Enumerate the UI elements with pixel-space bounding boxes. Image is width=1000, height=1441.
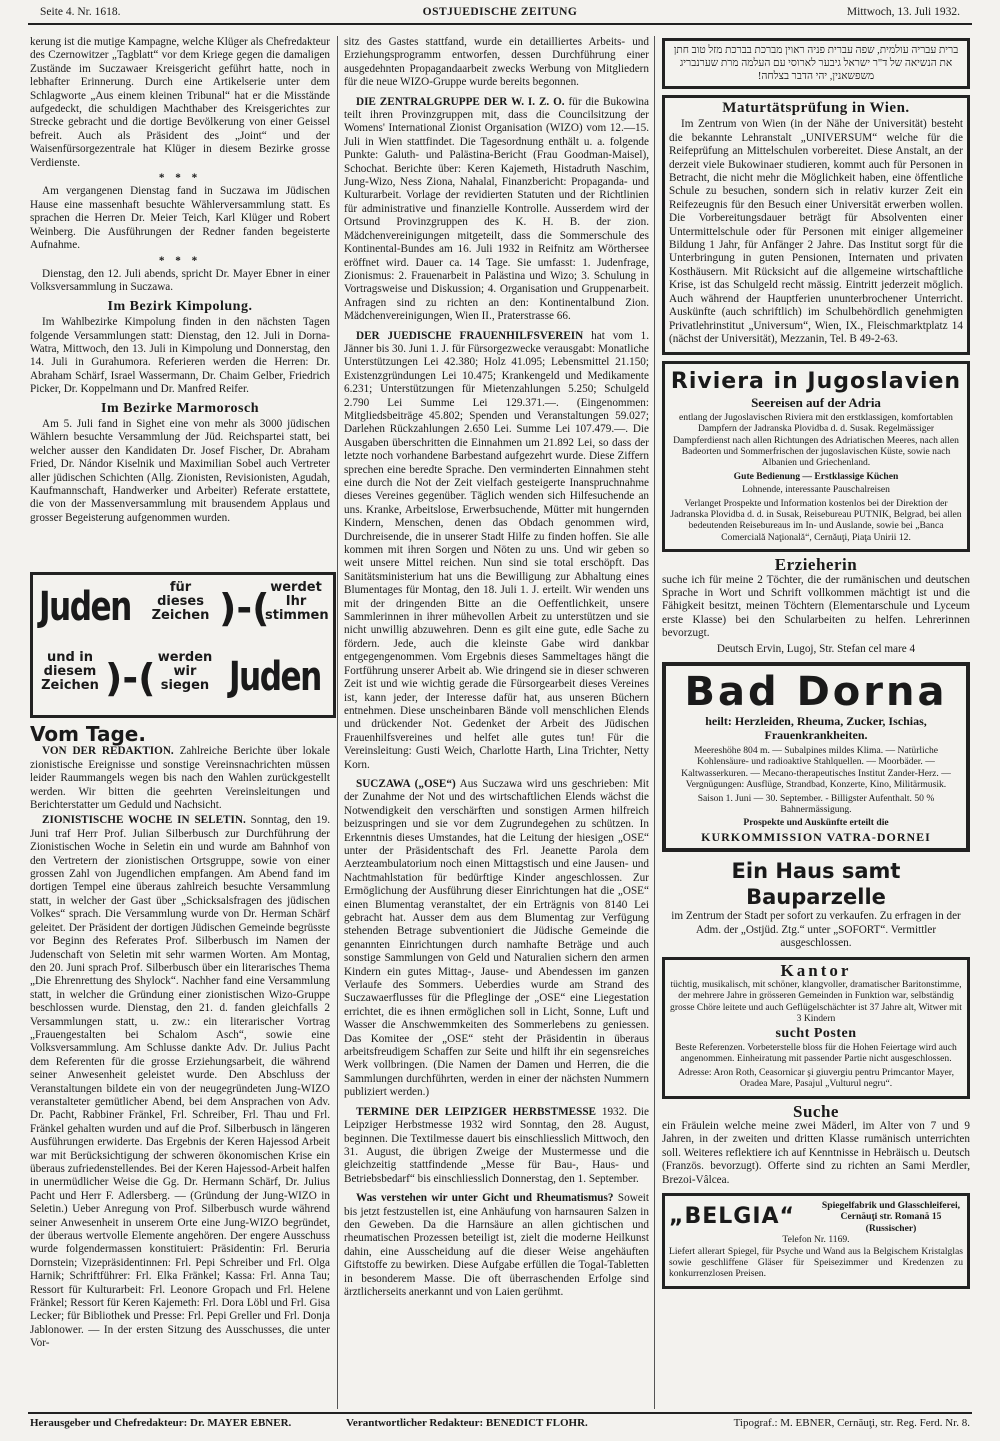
article-text: Sonntag, den 19. Juni traf Herr Prof. Julian Silberbusch zur Durchführung der Zionistischen Woche in Seletin ein und wurde am Bahnhof von den Vertretern der zionistischen Ortsgruppe, sowie von einer grossen Zahl von Jugendlichen empfangen. Am Abend fand im dortigen Tempel eine überaus zahlreich besuchte Versammlung statt, in welcher der Gast über „Schicksalsfragen des jüdischen Volkes“ sprach. Die Versammlung wurde von Dr. Herman Schärf geleitet. Der Präsident der dortigen Jüdischen Gemeinde begrüsste vor Beginn des Referates Prof. Silberbusch im Namen der Judenschaft von Seletin mit sehr warmen Worten. Am Montag, den 20. Juni sprach Prof. Silberbusch über ein literarisches Thema „Die Ehrenrettung des Shylock“. Nachher fand eine Versammlung statt, in welcher die Gründung einer zionistischen Wizo-Gruppe beschlossen wurde. Dienstag, den 21. d. fanden gleichfalls 2 Versammlungen statt, u. zw.: ein literarischer Vortrag „Frauengestalten bei Schalom Asch“, sowie eine Volksversammlung. Am Schlusse dankte Adv. Dr. Julius Pacht dem Referenten für die grosse Erziehungsarbeit, die während seiner Anwesenheit geleistet wurde. Den Abschluss der Veranstaltungen bildete ein von der neugegründeten Jung-WIZO veranstalteter gemütlicher Abend, bei dem Ansprachen von Adv. Dr. Pacht, Rabbiner Fränkel, Frl. Schreiber, Frl. Thau und Frl. Fränkel gehalten wurden und auf die Prof. Silberbusch in längeren Ausführungen erwiderte. Das Ergebnis der Keren Hajessod Arbeit war mit Berücksichtigung der schweren ökonomischen Krise ein überaus zufriedenstellendes. Bei der Keren Hajessod-Arbeit halfen in unermüdlicher Weise die Gg. Dr. Hermann Schärf, Dr. Julius Pacht und Herr F. Adlersberg. — (Gründung der Jung-WIZO in Seletin.) Ueber Anregung von Prof. Silberbusch wurde während seiner Anwesenheit in unserem Orte eine Jung-WIZO begründet, der überaus wertvolle Elemente angehören. Der engere Ausschuss wurde folgendermassen konstituiert: Präsidentin: Frl. Beruria Dornstein; Vizepräsidentinnen: Frl. Pepi Schreiber und Frl. Olga Harnik; Schriftführer: Frl. Elka Fränkel; Kassa: Frl. Anna Tau; Ressort für Kulturarbeit: Frl. Leonore Gropach und Frl. Helene Fränkel; Ressort für Keren Kajemeth: Frl. Dora Löbl und Frl. Gisa Lecker; für Bibliothek und Presse: Frl. Pepi Greller und Frl. Donja Jablonower. — In der ersten Sitzung des Ausschusses, die unter Vor- — [30, 814, 330, 1350]
ad-title: Maturtätsprüfung in Wien. — [722, 100, 910, 116]
election-ad-juden — [30, 572, 336, 718]
ad-text: Meereshöhe 804 m. — Subalpines mildes Klima. — Natürliche Kohlensäure- und radioaktive Stahlquellen. — Moorbäder. — Kaltwasserkuren. — Mecano-therapeutisches Institut Zander-Herz. — Vergnügungen: Ausflüge, Strandbad, Konzerte, Kino, Militärmusik. — [681, 745, 951, 791]
footer-editor: Verantwortlicher Redakteur: BENEDICT FLOHR. — [346, 1417, 588, 1429]
ad-address: Adresse: Aron Roth, Ceasornicar şi giuvergiu pentru Primcantor Mayer, Oradea Mare, Pasajul „Vulturul negru“. — [678, 1066, 954, 1090]
ad-title: Kantor — [780, 960, 852, 980]
article-text: hat vom 1. Jänner bis 30. Juni 1. J. für Fürsorgezwecke verausgabt: Monatliche Unterstützungen Lei 42.380; Holz 41.095; Lebensmittel 21.150; Existenzgründungen Lei 10.475; Krankengeld und Medikamente 6.231; Unterstützungen für Mietenzahlungen 5.250; Schulgeld 2.790 Lei Summe Lei 129.371.—. (Eingenommen: Mitgliedsbeiträge 45.802; Spenden und Veranstaltungen 59.027; Darlehen Rückzahlungen 2.650 Lei. Summe Lei 107.479.—. Die Ausgaben überschritten die Einnahmen um 21.892 Lei, so dass der letzte noch vorhandene Barbestand aufgezehrt wurde. Diese Ziffern sprechen eine beredte Sprache. Den verminderten Einnahmen steht eine durch die Not der Zeit vielfach gesteigerte Inanspruchnahme dieses Vereines gegenüber. Täglich wenden sich Hilfesuchende an uns. Kranke, Arbeitslose, Erwerbsuchende, Mütter mit hungernden Kindern, Menschen, denen das Obdach genommen wird, Durchreisende, die in unserer Stadt Hilfe zu finden hoffen. Sie alle kommen mit ihren Sorgen und Nöten zu uns. Und wir geben so weit unsere Mittel reichen. Nun sind sie total erschöpft. Das Sanitätsministerium hat uns die Bewilligung zur Abhaltung eines Blumentages für Montag, den 18. Juli 1. J. erteilt. Wir wenden uns mit der dringenden Bitte an die Oeffentlichkeit, unsere Sammlerinnen in ihrer mühevollen Arbeit zu unterstützen und sie nicht unwillig abzuwehren. Denn es gilt eine gute, edle Sache zu fördern. Jede, auch die kleinste Gabe wird dankbar entgegengenommen. Vom Ergebnis dieses Sammeltages hängt die Fortführung unserer Arbeit ab. Wie dringend sie in dieser schweren Zeit ist und wie wichtig gerade die Fürsorgearbeit dieses Vereines ist, kann jeder, der Interesse dafür hat, aus unseren Büchern entnehmen. Diese unscheinbaren Bände voll menschlichen Elends und drückender Not. Gedenket der Arbeit des Jüdischen Frauenhilfsvereines und helfet alle gutes tun! Für die Vereinsleitung: Gusti Weich, Charlotte Harth, Lina Trichter, Netty Korn. — [344, 329, 649, 771]
ad-suche — [662, 1101, 970, 1187]
ad-haus — [662, 858, 970, 950]
article-text: 1932. Die Leipziger Herbstmesse 1932 wird Sonntag, den 28. August, beginnen. Die Textilmesse dauert bis einschliesslich Mittwoch, den 31. August, die übrigen Zweige der Mustermesse und die gleichzeitig stattfindende „Messe für Bau-, Haus- und Betriebsbedarf“ bis einschliesslich Donnerstag, den 1. September. — [344, 1105, 649, 1185]
ad-word-juden: Juden — [229, 654, 321, 700]
article-text: Am 5. Juli fand in Sighet eine von mehr als 3000 jüdischen Wählern besuchte Versammlung der Jüd. Reichspartei statt, bei welcher ausser den Kandidaten Dr. Josef Fischer, Dr. Abraham Fried, Dr. Nándor Kiselnik und Maximilian Sobel auch Vertreter aller jüdischen Schichten (Allg. Zionisten, Revisionisten, Agudah, Kaufmannschaft, Handwerker und Arbeiter) Referate erstattete, die von der Massenversammlung mit brausendem Applaus und grosser Begeisterung aufgenommen wurden. — [30, 417, 330, 524]
article-lead: TERMINE DER LEIPZIGER HERBSTMESSE — [356, 1105, 597, 1118]
ad-text: werdet Ihr stimmen — [265, 580, 329, 623]
footer-publisher: Herausgeber und Chefredakteur: Dr. MAYER EBNER. — [30, 1417, 292, 1429]
article-heading: Im Bezirke Marmorosch — [101, 400, 259, 416]
section-separator: * * * — [158, 254, 202, 267]
hebrew-text: ברית עבריה עולמית, שפה עברית פניה ראוין מברכת בברכת מזל טוב חתן את הנשיאה של ד"ר ישראל גיבער לארוסי עם העלמה מרת שערנבריג משפשאנין, יהי הדבר בצלחה! — [673, 45, 959, 82]
election-symbol-icon: )-( — [219, 586, 270, 630]
ad-riviera — [662, 361, 970, 552]
article-text: Soweit bis jetzt festzustellen ist, eine Anhäufung von harnsauren Salzen in den Geweben. Da die Harnsäure an allen gichtischen und rheumatischen Prozessen beteiligt ist, zielt die moderne Heilkunst dahin, eine Ausscheidung auf die dieser Weise angehäuften Giftstoffe zu bewirken. Diese Aufgabe erfüllen die Togal-Tabletten in besonderem Masse. Die oft überraschenden Erfolge sind ärztlicherseits anerkannt und von Laien gerühmt. — [344, 1192, 649, 1298]
ad-text: Im Zentrum von Wien (in der Nähe der Universität) besteht die bekannte Lehranstalt „UNIVERSUM“ welche für die Reifeprüfung an Mittelschulen vorbereitet. Diese Anstalt, an der derzeit viele Bukowinaer studieren, kommt auch für Personen in Betracht, die nicht mehr die Möglichkeit haben, eine öffentliche Schule zu besuchen, sondern sich in relativ kurzer Zeit ein Reifezeugnis für den Besuch einer Universität erwerben wollen. Die Vorbereitungsdauer beträgt für Absolventen einer Untermittelschule oder für Personen mit einiger allgemeiner Bildung 1 Jahr, für Anfänger 2 Jahre. Das Institut sorgt für die Unterbringung in guten Pensionen, Internaten und privaten Kosthäusern. Mit Rücksicht auf die allgemeine wirtschaftliche Krise, ist das Schulgeld recht mässig. Eintritt jederzeit möglich. Auch während der Hauptferien ununterbrochener Unterricht. Auskünfte (auch schriftlich) im Schulbehördlich genehmigten Privatlehrinstitut „Universum“, Wien, IX., Fleischmarktplatz 14 (nächst der Universität), Mezzanin, Tel. B 49-2-63. — [669, 118, 963, 345]
ad-text: für dieses Zeichen — [151, 580, 210, 623]
article-lead: ZIONISTISCHE WOCHE IN SELETIN. — [42, 814, 246, 827]
ad-text: Lohnende, interessante Pauschalreisen — [742, 484, 890, 496]
article-lead: VON DER REDAKTION. — [42, 745, 174, 758]
ad-word-juden: Juden — [39, 584, 131, 630]
ad-text: Gute Bedienung — Erstklassige Küchen — [733, 470, 899, 482]
article-heading: Im Bezirk Kimpolung. — [107, 298, 253, 314]
article-text: für die Bukowina teilt ihren Provinzgruppen mit, dass die Councilsitzung der Womens' International Zionist Organisation (WIZO) vom 12.—15. Juli in Wien stattfindet. Die Tagesordnung enthält u. a. folgende Punkte: Galuth- und Palästina-Bericht (Frau Goodman-Maisel), Schochat. Berichte über: Keren Kajemeth, Histadruth Naschim, Jung-Wizo, Ness Ziona, Nahalal, Finanzbericht: Propaganda- und Kulturarbeit. Vorlage der revidierten Statuten und der Richtlinien für administrative und finanzielle Kontrolle. Ausserdem wird der Ortsund Provinzgruppen des K. H. B. der zion. Mädchenvereinigungen mitgeteilt, dass die Sommerschule des Kontinental-Bundes am 16. Juli 1932 in Reifnitz am Wörthersee eröffnet wird. Dauer ca. 14 Tage. Sie umfasst: 1. Judenfrage, Zionismus: 2. Frauenarbeit in Palästina und Wizo; 3. Schulung in Vortragsweise und Diskussion; 4. Organisation und Gruppenarbeit. Anfragen sind zu richten an den: Kontinentalbund Zion. Mädchenvereinigungen, Wien II., Praterstrasse 66. — [344, 95, 649, 323]
section-separator: * * * — [158, 172, 202, 185]
article-text: sitz des Gastes stattfand, wurde ein detailliertes Arbeits- und Erziehungsprogramm entworfen, dessen Durchführung einer ausgedehnten Propagandaarbeit zwecks Werbung von Mitgliedern für die neue WIZO-Gruppe wurde bereits begonnen. — [344, 36, 649, 89]
ad-text: und in diesem Zeichen — [41, 650, 99, 693]
ad-text: Spiegelfabrik und Glasschleiferei, Cernăuţi str. Romană 15 (Russischer) — [821, 1200, 961, 1234]
article-text: Dienstag, den 12. Juli abends, spricht Dr. Mayer Ebner in einer Volksversammlung in Suczawa. — [30, 267, 330, 294]
ad-title: „BELGIA“ — [669, 1204, 796, 1230]
page-number: Seite 4. Nr. 1618. — [40, 6, 121, 18]
column-2 — [344, 36, 649, 1408]
ad-text: im Zentrum der Stadt per sofort zu verkaufen. Zu erfragen in der Adm. der „Ostjüd. Ztg.“ unter „SOFORT“. Vermittler ausgeschlossen. — [671, 910, 961, 950]
ad-title: Bad Dorna — [684, 669, 948, 716]
ad-phone: Telefon Nr. 1169. — [782, 1234, 850, 1246]
ad-title: Suche — [793, 1101, 839, 1121]
ad-bad-dorna — [662, 662, 970, 852]
section-heading-vom-tage: Vom Tage. — [30, 722, 146, 746]
ad-signature: Deutsch Ervin, Lugoj, Str. Stefan cel mare 4 — [716, 642, 916, 655]
ad-subtitle: Seereisen auf der Adria — [751, 395, 881, 411]
column-divider — [654, 36, 655, 1409]
column-3 — [662, 36, 970, 1408]
article-text: Zahlreiche Berichte über lokale zionistische Ereignisse und sonstige Vereinsnachrichten müssen leider Raummangels wegen bis nach den Wahlen zurückgestellt werden. Wir bitten die geehrten Vereinsleitungen und Berichterstatter um Geduld und Nachsicht. — [30, 745, 330, 812]
header-rule — [28, 23, 972, 25]
article-text: Aus Suczawa wird uns geschrieben: Mit der Zunahme der Not und des wirtschaftlichen Elends wächst die Notwendigkeit den verschärften und sonstigen Armen hilfreich beizuspringen und sie vor dem Zugrundegehen zu schützen. In Erkenntnis dieses Umstandes, hat die Leitung der hiesigen „OSE“ unter der Präsidentschaft des Frl. Jeanette Parola dem Aerzteambulatorium noch einen Mittagstisch und eine Jausen- und Nachtmahlstation für bedürftige Kinder angeschlossen. Zur Ermöglichung der Ausführung dieser Einrichtungen hat die „OSE“ einen Blumentag veranstaltet, der ein Erträgnis von 8140 Lei gebracht hat. Ausser dem aus dem Blumentag zur Verfügung stehenden Betrage subventioniert die Jüdische Gemeinde die genannten Einrichtungen durch namhafte Beträge und auch sonstige Sammlungen von Geld und Naturalien sichern den armen Kindern ein gutes Mittag-, Jause- und Abendessen im ganzen Verlaufe des Sommers. Ueberdies wurde am Strand des Suczawaerflusses für die Pfleglinge der „OSE“ eine Liegestation errichtet, die es ihnen ermöglichen soll in Licht, Sonne, Luft und Wasser die Anschwemmkeiten des Sommerlebens zu geniessen. Das Komitee der „OSE“ steht der Präsidentin in überaus arbeitsfreudigem Schaffen zur Seite und hilft ihr ein segensreiches Werk vollbringen. (Die Namen der Damen und Herren, die die Sammlungen durchführten, werden in einer der nächsten Nummern publiziert werden.) — [344, 777, 649, 1099]
ad-subtitle: sucht Posten — [775, 1025, 857, 1041]
article-heading: Was verstehen wir unter Gicht und Rheumatismus? — [356, 1192, 614, 1205]
ad-kantor — [662, 957, 970, 1099]
ad-title: Erzieherin — [774, 555, 858, 575]
article-text: Im Wahlbezirke Kimpolung finden in den nächsten Tagen folgende Versammlungen statt: Dienstag, den 12. Juli in Dorna-Watra, Mittwoch, den 13. Juli in Kimpolung und Donnerstag, den 14. Juli in Gurahumora. Referieren werden die Herren: Dr. Abraham Schärf, Israel Wassermann, Dr. Chaim Gelber, Friedrich Picker, Dr. Koppelmann und Dr. Manfred Reifer. — [30, 316, 330, 396]
ad-text: Beste Referenzen. Vorbeterstelle bloss für die Hohen Feiertage wird auch angenommen. Einheiratung mit passender Partie nicht ausgeschlossen. — [675, 1041, 957, 1065]
ad-text: entlang der Jugoslavischen Riviera mit den erstklassigen, komfortablen Dampfern der Jadranska Plovidba d. d. Susak. Regelmässiger Dampferdienst nach allen Richtungen des Adriatischen Meeres, nach allen Badeorten und Sommerfrischen der jugoslavischen Küste, sowie nach Albanien und Griechenland. — [673, 411, 959, 469]
article-text: kerung ist die mutige Kampagne, welche Klüger als Chefredakteur des Czernowitzer „Tagblatt“ vor dem Kriege gegen die damaligen Zustände im Suczawaer Kreisgericht geführt hatte, noch in lebhafter Erinnerung. Durch eine Artikelserie unter dem Schlagworte „Aus einem kleinen Tribunal“ hat er die Misstände aufgedeckt, die schuldigen Machthaber des Kreisgerichtes zur Strecke gebracht und die dortige Bevölkerung von einer Geissel befreit. Auch als Präsident des „Joint“ und der Waisenfürsorgezentrale hat Klüger in diesem Bezirke grosse Verdienste. — [30, 36, 330, 169]
ad-text: Saison 1. Juni — 30. September. - Billigster Aufenthalt. 50 % Bahnermässigung. — [697, 792, 935, 816]
article-lead: DIE ZENTRALGRUPPE DER W. I. Z. O. — [356, 95, 565, 108]
ad-text: KURKOMMISSION VATRA-DORNEI — [701, 829, 931, 844]
ad-erzieherin — [662, 555, 970, 656]
ad-title: Ein Haus samt Bauparzelle — [731, 859, 901, 910]
ad-text: Liefert allerart Spiegel, für Psyche und Wand aus la Belgischem Kristalglas sowie geschliffene Gläser für Speisezimmer und Kredenzen zu konkurrenzlosen Preisen. — [669, 1245, 963, 1280]
ad-subtitle: heilt: Herzleiden, Rheuma, Zucker, Ischias, Frauenkrankheiten. — [705, 714, 927, 743]
ad-text: Prospekte und Auskünfte erteilt die — [743, 817, 889, 829]
ad-text: werden wir siegen — [157, 650, 213, 693]
ad-title: Riviera in Jugoslavien — [670, 369, 962, 395]
column-1-bottom — [30, 722, 330, 1408]
article-text: Am vergangenen Dienstag fand in Suczawa im Jüdischen Hause eine massenhaft besuchte Wählerversammlung statt. Es sprachen die Herren Dr. Meier Teich, Karl Klüger und Robert Weinberg. Die Ausführungen der Redner fanden begeisterte Aufnahme. — [30, 185, 330, 252]
ad-text: ein Fräulein welche meine zwei Mäderl, im Alter von 7 und 9 Jahren, in der zweiten und dritten Klasse rumänisch unterrichten soll. Weiteres reflektiere ich auf Kenntnisse in Hebräisch u. Deutsch (Französ. bevorzugt). Offerte sind zu richten an Sami Merdler, Brezoi-Vâlcea. — [662, 1119, 970, 1186]
ad-maturitaet — [662, 95, 970, 355]
article-lead: DER JUEDISCHE FRAUENHILFSVEREIN — [356, 329, 584, 342]
issue-date: Mittwoch, 13. Juli 1932. — [846, 6, 960, 18]
footer-printer: Tipograf.: M. EBNER, Cernăuţi, str. Reg. Ferd. Nr. 8. — [733, 1417, 970, 1429]
ad-text: tüchtig, musikalisch, mit schöner, klangvoller, dramatischer Baritonstimme, der mehrere Jahre in grösseren Gemeinden in Funktion war, selbständig grosse Chöre leitete und auch Geflügelschächter ist 37 Jahre alt, Witwer mit 3 Kindern — [670, 978, 962, 1025]
column-divider — [337, 36, 338, 1409]
article-lead: SUCZAWA („OSE“) — [356, 777, 456, 790]
column-1-top — [30, 36, 330, 570]
ad-text: Verlanget Prospekte und Information kostenlos bei der Direktion der Jadranska Plovidba d. d. in Susak, Reisebureau PUTNIK, Belgrad, bei allen bedeutenden Reisebureaus im In- und Auslande, sowie bei „Banca Comercială Naţională“, Cernăuţi, Piaţa Unirii 12. — [670, 497, 962, 543]
page-header — [40, 6, 960, 22]
ad-text: suche ich für meine 2 Töchter, die der rumänischen und deutschen Sprache in Wort und Schrift vollkommen mächtigt ist und die Fähigkeit besitzt, meinen Töchtern (Elementarschule und Lyceum erste Klasse) bei den Schularbeiten zu helfen. Lehrerinnen bevorzugt. — [662, 573, 970, 640]
ad-belgia — [662, 1193, 970, 1289]
masthead: OSTJUEDISCHE ZEITUNG — [422, 6, 578, 18]
hebrew-notice — [662, 38, 970, 89]
footer-rule — [28, 1412, 972, 1414]
election-symbol-icon: )-( — [105, 656, 156, 700]
